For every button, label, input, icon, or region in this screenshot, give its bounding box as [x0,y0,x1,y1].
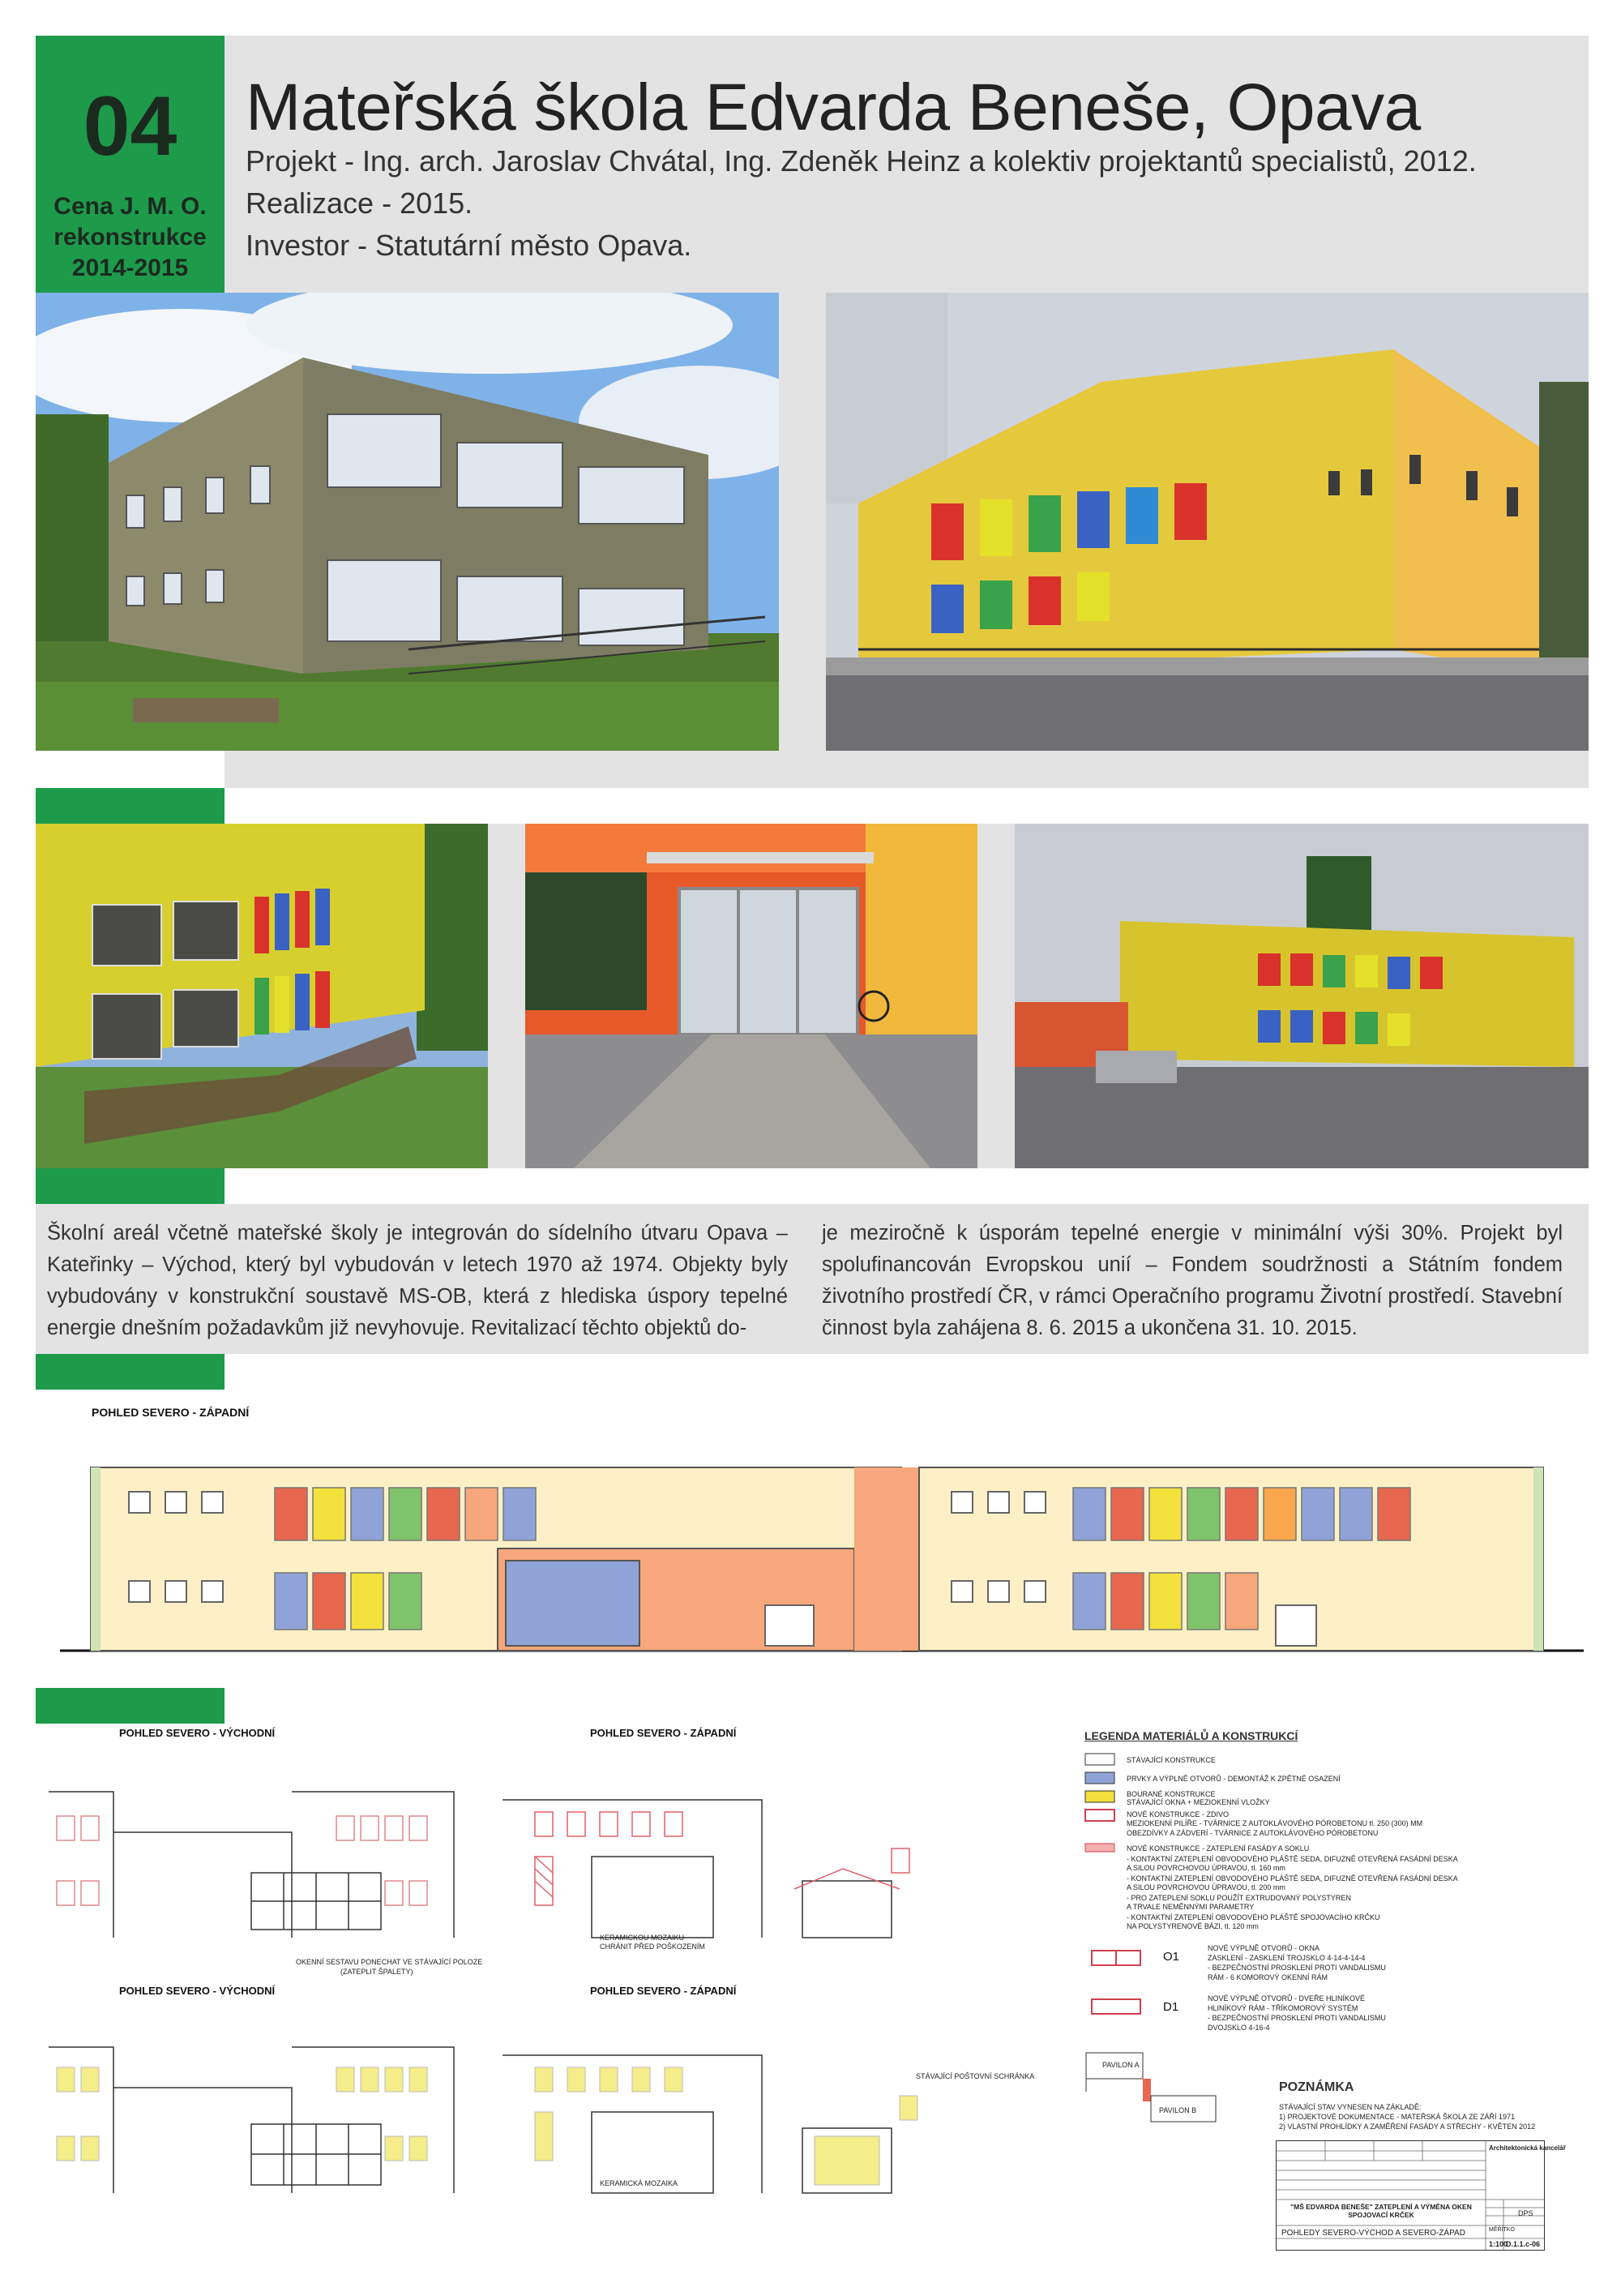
legend-item-10: - KONTAKTNÍ ZATEPLENÍ OBVODOVÉHO PLÁŠTĚ SEDA, DIFUZNĚ OTEVŘENÁ FASÁDNÍ DESKA [1127,1874,1458,1883]
firm-name: Architektonická kancelář [1489,2144,1566,2152]
elevation-bl-drawing [49,2031,503,2205]
project-number: 04 [83,79,177,173]
keramic-note-b: CHRÁNIT PŘED POŠKOZENÍM [600,1943,705,1951]
o1-line-2: - BEZPEČNOSTNÍ PROSKLENÍ PROTI VANDALISMU [1208,1964,1386,1972]
d1-line-0: NOVÉ VÝPLNĚ OTVORŮ - DVEŘE HLINÍKOVÉ [1208,1994,1366,2003]
elevation-tl-label: POHLED SEVERO - VÝCHODNÍ [119,1727,276,1739]
award-line-1: Cena J. M. O. [53,193,207,220]
photo-garden-facade [36,824,488,1168]
green-marker-4 [36,1688,225,1724]
note-line-1: 1) PROJEKTOVÉ DOKUMENTACE - MATEŘSKÁ ŠKOLA ZE ZÁŘÍ 1971 [1279,2113,1516,2121]
legend-item-0: STÁVAJÍCÍ KONSTRUKCE [1127,1756,1216,1764]
legend-item-7: NOVÉ KONSTRUKCE - ZATEPLENÍ FASÁDY A SOKLU [1127,1844,1310,1853]
o1-symbol [1090,1946,1147,1970]
legend-item-14: - KONTAKTNÍ ZATEPLENÍ OBVODOVÉHO PLÁŠTĚ SPOJOVACÍHO KRČKU [1127,1913,1380,1921]
elevation-tr-label: POHLED SEVERO - ZÁPADNÍ [590,1727,737,1739]
title-block [1276,2140,1566,2251]
d1-line-3: DVOJSKLO 4-16-4 [1208,2024,1270,2032]
o1-label: O1 [1163,1950,1180,1964]
o1-line-1: ZASKLENÍ - ZASKLENÍ TROJSKLO 4-14-4-14-4 [1208,1954,1366,1962]
elevation-tl-drawing [49,1776,503,1954]
green-marker-3 [36,1354,225,1390]
mailbox-note: STÁVAJÍCÍ POŠTOVNÍ SCHRÁNKA [916,2072,1035,2080]
d1-line-2: - BEZPEČNOSTNÍ PROSKLENÍ PROTI VANDALISMU [1208,2014,1386,2022]
keramic-note-a: KERAMICKOU MOZAIKU [600,1934,685,1942]
investor-line: Investor - Statutární město Opava. [246,229,692,262]
green-marker-1 [36,788,225,824]
d1-label: D1 [1163,2000,1179,2014]
window-note-b: (ZATEPLIT ŠPALETY) [340,1968,413,1976]
keramic-label: KERAMICKÁ MOZAIKA [600,2179,678,2187]
d1-symbol [1090,1994,1147,2019]
description-right: je meziročně k úsporám tepelné energie v minimální výši 30%. Projekt byl spolufinancován Evropskou unií – Fondem soudržnosti a Státním fondem životního prostředí ČR, v rámci Operačního programu Životní prostředí. Stavební činnost byla zahájena 8. 6. 2015 a ukončena 31. 10. 2015. [822,1222,1563,1339]
legend-item-5: MEZIOKENNÍ PILÍŘE - TVÁRNICE Z AUTOKLÁVOVÉHO PÓROBETONU tl. 250 (300) MM [1127,1819,1423,1827]
elevation-br-drawing [503,2031,973,2205]
drawing-name: POHLEDY SEVERO-VÝCHOD A SEVERO-ZÁPAD [1281,2229,1465,2238]
note-line-0: STÁVAJÍCÍ STAV VYNESEN NA ZÁKLADĚ: [1279,2103,1422,2111]
description-left: Školní areál včetně mateřské školy je integrován do sídelního útvaru Opava – Kateřinky – Východ, který byl vybudován v letech 1970 až 1974. Objekty byly vybudovány v konstrukční soustavě MS-OB, která z hlediska úspory tepelné energie dnešním požadavkům již nevyhovuje. Revitalizací těchto objektů do- [47,1222,788,1339]
green-marker-2 [36,1168,225,1204]
project-line: Projekt - Ing. arch. Jaroslav Chvátal, Ing. Zdeněk Heinz a kolektiv projektantů specialistů, 2012. [246,144,1477,178]
main-elevation-drawing [60,1451,1584,1654]
elevation-br-label: POHLED SEVERO - ZÁPADNÍ [590,1985,737,1997]
photo-after-reconstruction [826,293,1589,751]
legend-item-3: STÁVAJÍCÍ OKNA + MEZIOKENNÍ VLOŽKY [1127,1798,1270,1806]
o1-line-3: RÁM - 6 KOMOROVÝ OKENNÍ RÁM [1208,1973,1328,1981]
realization-line: Realizace - 2015. [246,186,473,220]
elevation-tr-drawing [503,1776,973,1954]
legend-item-13: A TRVALE NEMĚNNÝMI PARAMETRY [1127,1903,1255,1911]
legend-swatches [1084,1753,1117,1866]
scale-label: MĚŘÍTKO [1489,2227,1515,2233]
d1-line-1: HLINÍKOVÝ RÁM - TŘÍKOMOROVÝ SYSTÉM [1208,2004,1358,2012]
photo-street-view [1015,824,1589,1168]
stage: DPS [1518,2209,1533,2217]
photo-before-reconstruction [36,293,779,751]
legend-item-15: NA POLYSTYRENOVÉ BÁZI, tl. 120 mm [1127,1922,1259,1930]
sheet-number: D.1.1.c-06 [1506,2240,1541,2248]
elevation-bl-label: POHLED SEVERO - VÝCHODNÍ [119,1985,276,1997]
window-note-a: OKENNÍ SESTAVU PONECHAT VE STÁVAJÍCÍ POLOZE [296,1958,483,1966]
legend-item-2: BOURANÉ KONSTRUKCE [1127,1790,1216,1798]
main-elevation-label: POHLED SEVERO - ZÁPADNÍ [92,1406,250,1419]
note-title: POZNÁMKA [1279,2080,1354,2094]
legend-item-11: A SILOU POVRCHOVOU ÚPRAVOU, tl. 200 mm [1127,1883,1285,1891]
award-box [36,36,225,293]
legend-item-6: OBEZDÍVKY A ZÁDVERÍ - TVÁRNICE Z AUTOKLÁVOVÉHO PÓROBETONU [1127,1829,1379,1837]
pavilon-a: PAVILON A [1102,2061,1140,2069]
photo-entrance [525,824,977,1168]
o1-line-0: NOVÉ VÝPLNĚ OTVORŮ - OKNA [1208,1944,1320,1952]
pavilon-b: PAVILON B [1159,2106,1197,2114]
legend-item-8: - KONTAKTNÍ ZATEPLENÍ OBVODOVÉHO PLÁŠTĚ SEDA, DIFUZNĚ OTEVŘENÁ FASÁDNÍ DESKA [1127,1855,1458,1863]
legend-item-12: - PRO ZATEPLENÍ SOKLU POUŽÍT EXTRUDOVANÝ POLYSTYREN [1127,1894,1351,1902]
legend-item-4: NOVÉ KONSTRUKCE - ZDIVO [1127,1810,1230,1818]
legend-title: LEGENDA MATERIÁLŮ A KONSTRUKCÍ [1084,1729,1298,1742]
legend-item-9: A SILOU POVRCHOVOU ÚPRAVOU, tl. 160 mm [1127,1864,1285,1872]
scale: 1:100 [1489,2240,1508,2248]
page-title: Mateřská škola Edvarda Beneše, Opava [246,71,1421,144]
note-line-2: 2) VLASTNÍ PROHLÍDKY A ZAMĚŘENÍ FASÁDY A STŘECHY - KVĚTEN 2012 [1279,2123,1536,2131]
project-title-block: "MŠ EDVARDA BENEŠE" ZATEPLENÍ A VÝMĚNA OKEN SPOJOVACÍ KRČEK [1290,2203,1472,2219]
award-line-2: rekonstrukce [53,224,207,251]
legend-item-1: PRVKY A VÝPLNĚ OTVORŮ - DEMONTÁŽ K ZPĚTNÉ OSAZENÍ [1127,1775,1341,1783]
award-line-3: 2014-2015 [71,255,189,281]
